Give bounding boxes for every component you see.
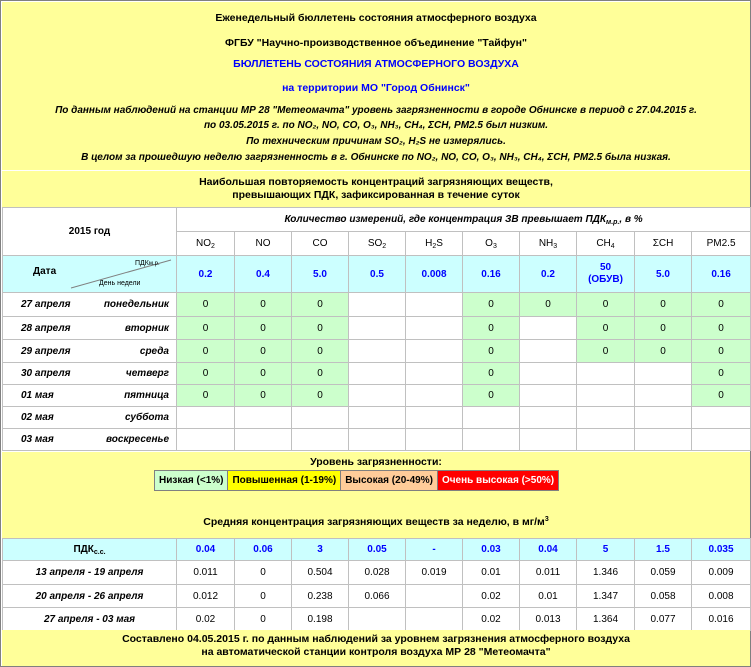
- measure-unit: , в %: [619, 213, 643, 225]
- average-cell: 0.019: [406, 561, 463, 585]
- substance-name: H: [425, 237, 433, 249]
- average-cell: [406, 585, 463, 608]
- frequency-cell: [292, 429, 349, 451]
- frequency-cell: [406, 317, 463, 340]
- measure-label: Количество измерений, где концентрация ЗВ превышает ПДК: [284, 213, 607, 225]
- frequency-cell: 0: [577, 293, 635, 317]
- frequency-cell: 0: [292, 363, 349, 385]
- pdk-mr-value: [577, 256, 635, 293]
- pdk-ss-row: [3, 539, 751, 561]
- pdk-mr-text: ПДК: [135, 260, 149, 267]
- average-cell: 0: [235, 561, 292, 585]
- frequency-cell: [520, 317, 577, 340]
- frequency-cell: [635, 429, 692, 451]
- legend-item: Очень высокая (>50%): [437, 471, 558, 491]
- weekday-label: День недели: [99, 280, 141, 287]
- row-weekday: четверг: [125, 368, 169, 379]
- frequency-cell: 0: [235, 293, 292, 317]
- frequency-cell: [406, 293, 463, 317]
- substance-header: [692, 232, 751, 256]
- pdk-mr-value: 0.2: [177, 256, 235, 293]
- substance-header: [635, 232, 692, 256]
- substance-name: ΣCH: [652, 238, 674, 249]
- frequency-cell: [520, 363, 577, 385]
- average-cell: 0.02: [463, 585, 520, 608]
- frequency-cell: 0: [635, 293, 692, 317]
- frequency-cell: 0: [292, 340, 349, 363]
- frequency-cell: [349, 407, 406, 429]
- day-row: [3, 293, 751, 317]
- pdk-mr-value: 0.2: [520, 256, 577, 293]
- pdk-ss-value: 0.04: [177, 539, 235, 561]
- day-label-cell: [3, 385, 177, 407]
- pdk-ss-value: 0.04: [520, 539, 577, 561]
- bulletin-footer: [2, 630, 750, 666]
- row-date: 30 апреля: [21, 368, 71, 379]
- day-row: [3, 407, 751, 429]
- pdk-ss-value: -: [406, 539, 463, 561]
- average-cell: 0.504: [292, 561, 349, 585]
- substance-name: PM2.5: [706, 238, 736, 249]
- average-cell: 0.009: [692, 561, 751, 585]
- frequency-cell: 0: [577, 340, 635, 363]
- pdk-mr-row: [3, 256, 751, 293]
- average-cell: 0.077: [635, 608, 692, 631]
- pdk-mr-sub: м.р.: [148, 261, 160, 267]
- day-label-cell: [3, 363, 177, 385]
- frequency-title: [2, 171, 750, 207]
- frequency-cell: 0: [692, 317, 751, 340]
- footer-line2: на автоматической станции контроля воздуха МР 28 "Метеомачта": [201, 646, 551, 658]
- day-label-cell: [3, 293, 177, 317]
- day-row: [3, 340, 751, 363]
- frequency-cell: [406, 407, 463, 429]
- substance-subscript: 2: [382, 242, 387, 250]
- average-cell: 0.01: [463, 561, 520, 585]
- frequency-cell: 0: [635, 317, 692, 340]
- frequency-cell: [520, 429, 577, 451]
- frequency-cell: [406, 340, 463, 363]
- substance-header: [520, 232, 577, 256]
- frequency-cell: 0: [692, 293, 751, 317]
- pdk-mr-value: 5.0: [635, 256, 692, 293]
- average-cell: 0.238: [292, 585, 349, 608]
- row-date: 28 апреля: [21, 322, 71, 334]
- row-weekday: понедельник: [103, 299, 169, 310]
- pdk-ss-sub: с.с.: [93, 548, 106, 556]
- substance-subscript: 2: [432, 242, 437, 250]
- frequency-cell: [349, 385, 406, 407]
- average-cell: 0.012: [177, 585, 235, 608]
- day-label-cell: [3, 407, 177, 429]
- substance-subscript: 3: [492, 242, 497, 250]
- average-cell: 0.02: [177, 608, 235, 631]
- pdk-ss-value: 1.5: [635, 539, 692, 561]
- average-row: [3, 585, 751, 608]
- frequency-cell: 0: [463, 385, 520, 407]
- substance-header: [292, 232, 349, 256]
- frequency-cell: [692, 429, 751, 451]
- average-cell: 0.016: [692, 608, 751, 631]
- frequency-cell: 0: [292, 293, 349, 317]
- frequency-cell: [406, 429, 463, 451]
- average-cell: 0.008: [692, 585, 751, 608]
- row-date: 27 апреля: [21, 299, 71, 310]
- frequency-cell: [463, 407, 520, 429]
- frequency-cell: 0: [463, 340, 520, 363]
- pdk-mr-value: 0.008: [406, 256, 463, 293]
- pdk-ch4-note: (ОБУВ): [588, 274, 623, 285]
- substance-name: NO: [255, 238, 271, 249]
- pdk-ss-value: 0.035: [692, 539, 751, 561]
- frequency-cell: [349, 429, 406, 451]
- frequency-cell: [235, 429, 292, 451]
- average-cell: 0.013: [520, 608, 577, 631]
- frequency-cell: [635, 385, 692, 407]
- frequency-cell: [235, 407, 292, 429]
- substance-name: CH: [596, 237, 611, 249]
- frequency-cell: 0: [177, 317, 235, 340]
- frequency-cell: 0: [292, 385, 349, 407]
- measure-header: [177, 208, 751, 232]
- bulletin-subtitle: Еженедельный бюллетень состояния атмосферного воздуха: [215, 12, 537, 24]
- row-date: 01 мая: [21, 390, 54, 401]
- average-cell: 0.02: [463, 608, 520, 631]
- frequency-cell: [577, 407, 635, 429]
- date-weekday-header: [3, 256, 177, 293]
- substance-subscript: 3: [553, 242, 558, 250]
- average-cell: 1.364: [577, 608, 635, 631]
- substance-header: [577, 232, 635, 256]
- row-weekday: пятница: [124, 390, 169, 401]
- pollution-level-title: Уровень загрязненности:: [310, 456, 442, 468]
- average-row: [3, 561, 751, 585]
- pdk-ss-value: 5: [577, 539, 635, 561]
- frequency-cell: [577, 363, 635, 385]
- pollution-level-legend: [154, 470, 559, 491]
- average-cell: 0.066: [349, 585, 406, 608]
- average-cell: 0.198: [292, 608, 349, 631]
- row-date: 03 мая: [21, 434, 54, 445]
- pdk-ss-value: 0.06: [235, 539, 292, 561]
- frequency-cell: 0: [463, 363, 520, 385]
- measure-sub: м.р.: [606, 218, 620, 226]
- frequency-cell: 0: [177, 363, 235, 385]
- pdk-ss-value: 3: [292, 539, 349, 561]
- bulletin-header: [2, 2, 750, 170]
- pollution-level-section: [2, 452, 750, 510]
- year-cell: 2015 год: [3, 208, 177, 256]
- day-label-cell: [3, 429, 177, 451]
- frequency-cell: 0: [463, 293, 520, 317]
- frequency-title-line2: превышающих ПДК, зафиксированная в течение суток: [232, 189, 520, 201]
- substance-name: NO: [196, 237, 212, 249]
- frequency-cell: 0: [577, 317, 635, 340]
- summary-line-1a: По данным наблюдений на станции МР 28 "Метеомачта" уровень загрязненности в городе Обнинске в период с 27.04.2015 г.: [55, 105, 697, 116]
- frequency-cell: 0: [235, 363, 292, 385]
- frequency-cell: [635, 407, 692, 429]
- frequency-cell: 0: [692, 385, 751, 407]
- organization-name: ФГБУ "Научно-производственное объединение "Тайфун": [225, 37, 527, 49]
- row-date: 02 мая: [21, 412, 54, 423]
- pdk-mr-value: 0.4: [235, 256, 292, 293]
- pdk-ss-value: 0.05: [349, 539, 406, 561]
- day-label-cell: [3, 340, 177, 363]
- pdk-mr-value: 0.16: [463, 256, 520, 293]
- territory-name: на территории МО "Город Обнинск": [282, 82, 470, 94]
- frequency-cell: 0: [520, 293, 577, 317]
- frequency-cell: [520, 340, 577, 363]
- substance-header: [177, 232, 235, 256]
- average-period: 13 апреля - 19 апреля: [3, 561, 177, 585]
- frequency-cell: [463, 429, 520, 451]
- diagonal-header: [3, 256, 176, 292]
- summary-line-1b: по 03.05.2015 г. по NO₂, NO, CO, O₃, NH₃, CH₄, ΣCH, PM2.5 был низким.: [203, 120, 549, 131]
- pdk-mr-value: 0.5: [349, 256, 406, 293]
- average-row: [3, 608, 751, 631]
- frequency-cell: [349, 340, 406, 363]
- bulletin-title: БЮЛЛЕТЕНЬ СОСТОЯНИЯ АТМОСФЕРНОГО ВОЗДУХА: [233, 58, 519, 70]
- average-cell: 0: [235, 585, 292, 608]
- average-title: [2, 510, 750, 538]
- average-title-unit-sup: 3: [544, 516, 549, 523]
- pdk-ch4-value: 50: [599, 262, 612, 273]
- day-row: [3, 363, 751, 385]
- day-row: [3, 385, 751, 407]
- average-table: [2, 538, 751, 631]
- frequency-cell: [349, 317, 406, 340]
- average-cell: 0.028: [349, 561, 406, 585]
- average-cell: 0.011: [177, 561, 235, 585]
- substance-header: [463, 232, 520, 256]
- frequency-cell: 0: [692, 340, 751, 363]
- frequency-cell: 0: [177, 293, 235, 317]
- row-weekday: суббота: [124, 412, 169, 423]
- day-row: [3, 429, 751, 451]
- footer-line1: Составлено 04.05.2015 г. по данным наблюдений за уровнем загрязнения атмосферного воздуха: [122, 633, 630, 645]
- frequency-cell: [177, 407, 235, 429]
- average-cell: 1.346: [577, 561, 635, 585]
- frequency-cell: 0: [177, 385, 235, 407]
- frequency-cell: 0: [177, 340, 235, 363]
- average-period: 27 апреля - 03 мая: [3, 608, 177, 631]
- average-cell: 0.011: [520, 561, 577, 585]
- summary-line-2: По техническим причинам SO₂, H₂S не измерялись.: [246, 136, 506, 147]
- row-date: 29 апреля: [21, 345, 71, 357]
- average-cell: 1.347: [577, 585, 635, 608]
- pdk-ss-label: ПДК: [73, 543, 94, 555]
- pdk-mr-label: [135, 260, 160, 267]
- frequency-cell: [520, 407, 577, 429]
- frequency-cell: [692, 407, 751, 429]
- substance-subscript: 4: [610, 242, 615, 250]
- frequency-cell: [292, 407, 349, 429]
- frequency-cell: 0: [292, 317, 349, 340]
- frequency-table: [2, 207, 751, 451]
- frequency-cell: 0: [235, 385, 292, 407]
- freq-header-row: [3, 208, 751, 232]
- frequency-cell: [577, 429, 635, 451]
- row-weekday: среда: [139, 345, 169, 357]
- pdk-ss-label-cell: [3, 539, 177, 561]
- frequency-cell: [406, 363, 463, 385]
- row-weekday: вторник: [124, 322, 169, 334]
- legend-item: Низкая (<1%): [155, 471, 228, 491]
- frequency-cell: [406, 385, 463, 407]
- average-cell: 0: [235, 608, 292, 631]
- day-row: [3, 317, 751, 340]
- pdk-mr-value: 5.0: [292, 256, 349, 293]
- frequency-cell: 0: [235, 340, 292, 363]
- frequency-cell: 0: [635, 340, 692, 363]
- date-label: Дата: [33, 266, 57, 277]
- average-cell: 0.058: [635, 585, 692, 608]
- pdk-ss-value: 0.03: [463, 539, 520, 561]
- frequency-cell: [635, 363, 692, 385]
- average-cell: 0.01: [520, 585, 577, 608]
- pdk-mr-value: 0.16: [692, 256, 751, 293]
- substance-name: NH: [538, 237, 554, 249]
- substance-subscript: 2: [211, 242, 215, 250]
- row-weekday: воскресенье: [106, 434, 169, 445]
- frequency-cell: [577, 385, 635, 407]
- substance-name: CO: [312, 238, 328, 249]
- frequency-cell: [520, 385, 577, 407]
- substance-header: [349, 232, 406, 256]
- frequency-cell: 0: [692, 363, 751, 385]
- average-cell: 0.059: [635, 561, 692, 585]
- substance-header: [235, 232, 292, 256]
- substance-tail: S: [436, 237, 443, 249]
- substance-name: O: [485, 237, 493, 249]
- average-title-text: Средняя концентрация загрязняющих веществ за неделю, в мг/м: [203, 516, 545, 528]
- substance-header: [406, 232, 463, 256]
- frequency-cell: [349, 293, 406, 317]
- average-cell: [406, 608, 463, 631]
- substance-name: SO: [367, 237, 383, 249]
- average-cell: [349, 608, 406, 631]
- day-label-cell: [3, 317, 177, 340]
- legend-item: Повышенная (1-19%): [228, 471, 341, 491]
- frequency-title-line1: Наибольшая повторяемость концентраций загрязняющих веществ,: [199, 176, 553, 188]
- frequency-cell: 0: [235, 317, 292, 340]
- average-period: 20 апреля - 26 апреля: [3, 585, 177, 608]
- legend-item: Высокая (20-49%): [341, 471, 438, 491]
- summary-line-3: В целом за прошедшую неделю загрязненность в г. Обнинске по NO₂, NO, CO, O₃, NH₃, CH₄, ΣCH, PM2.5 была низкая.: [81, 152, 671, 163]
- frequency-cell: 0: [463, 317, 520, 340]
- frequency-cell: [177, 429, 235, 451]
- frequency-cell: [349, 363, 406, 385]
